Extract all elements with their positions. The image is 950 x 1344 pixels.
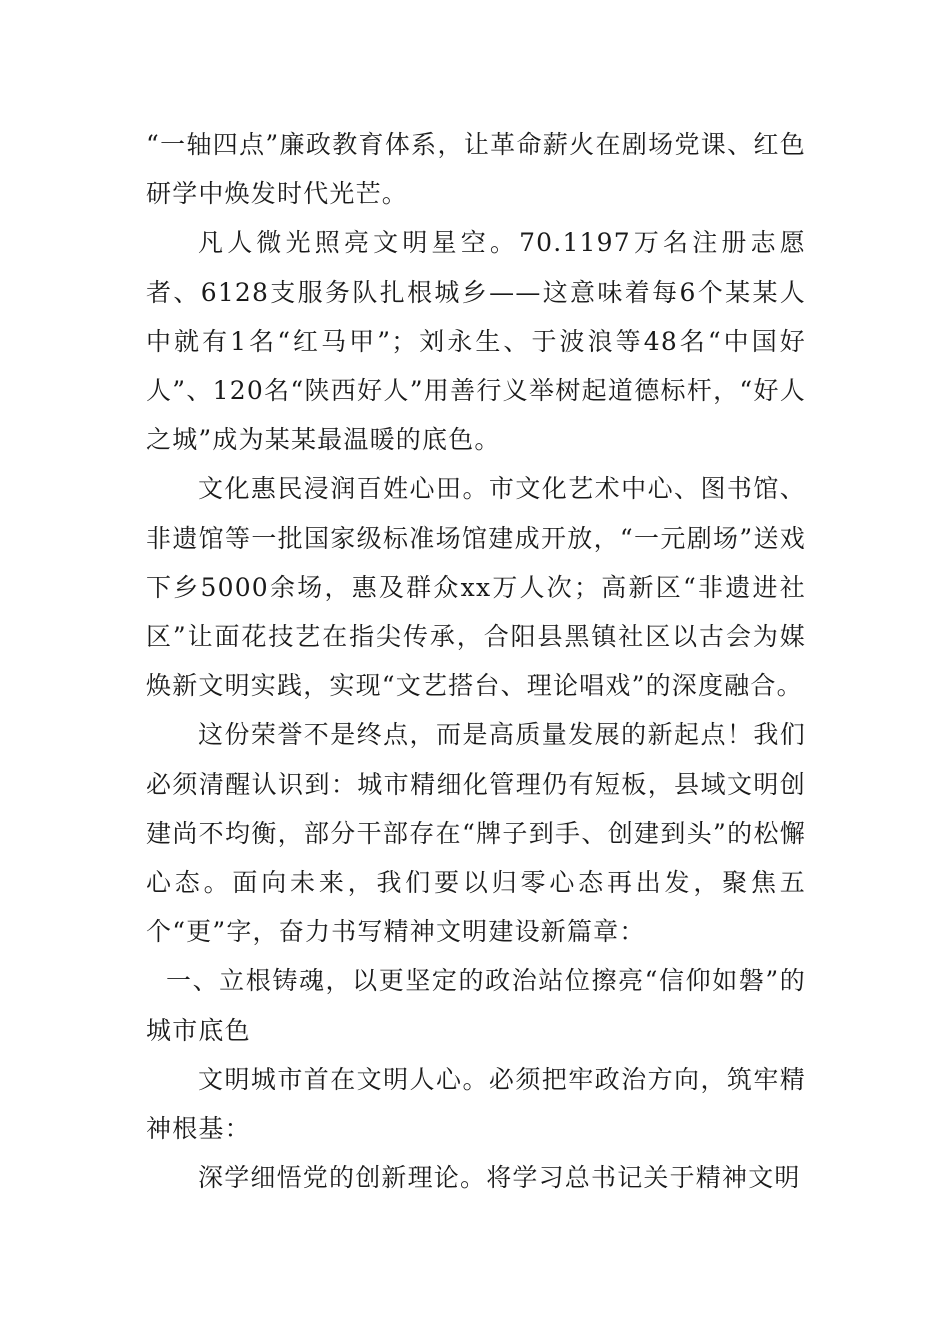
- paragraph-honor: 这份荣誉不是终点，而是高质量发展的新起点！我们必须清醒认识到：城市精细化管理仍有短板，县域文明创建尚不均衡，部分干部存在“牌子到手、创建到头”的松懈心态。面向未来，我们要以归零心态再出发，聚焦五个“更”字，奋力书写精神文明建设新篇章：: [146, 720, 806, 947]
- paragraph-civilization: 文明城市首在文明人心。必须把牢政治方向，筑牢精神根基：: [146, 1064, 806, 1144]
- paragraph-continuation: “一轴四点”廉政教育体系，让革命薪火在剧场党课、红色研学中焕发时代光芒。: [146, 130, 806, 209]
- document-body: [146, 120, 806, 1202]
- paragraph-volunteers: 凡人微光照亮文明星空。70.1197万名注册志愿者、6128支服务队扎根城乡——这意味着每6个某某人中就有1名“红马甲”；刘永生、于波浪等48名“中国好人”、120名“陕西好人”用善行义举树起道德标杆，“好人之城”成为某某最温暖的底色。: [146, 228, 806, 455]
- paragraph-theory: 深学细悟党的创新理论。将学习总书记关于精神文明: [198, 1163, 801, 1193]
- paragraph-culture: 文化惠民浸润百姓心田。市文化艺术中心、图书馆、非遗馆等一批国家级标准场馆建成开放，“一元剧场”送戏下乡5000余场，惠及群众xx万人次；高新区“非遗进社区”让面花技艺在指尖传承，合阳县黑镇社区以古会为媒焕新文明实践，实现“文艺搭台、理论唱戏”的深度融合。: [146, 474, 806, 701]
- section-heading-1: 一、立根铸魂，以更坚定的政治站位擦亮“信仰如磐”的城市底色: [146, 966, 806, 1045]
